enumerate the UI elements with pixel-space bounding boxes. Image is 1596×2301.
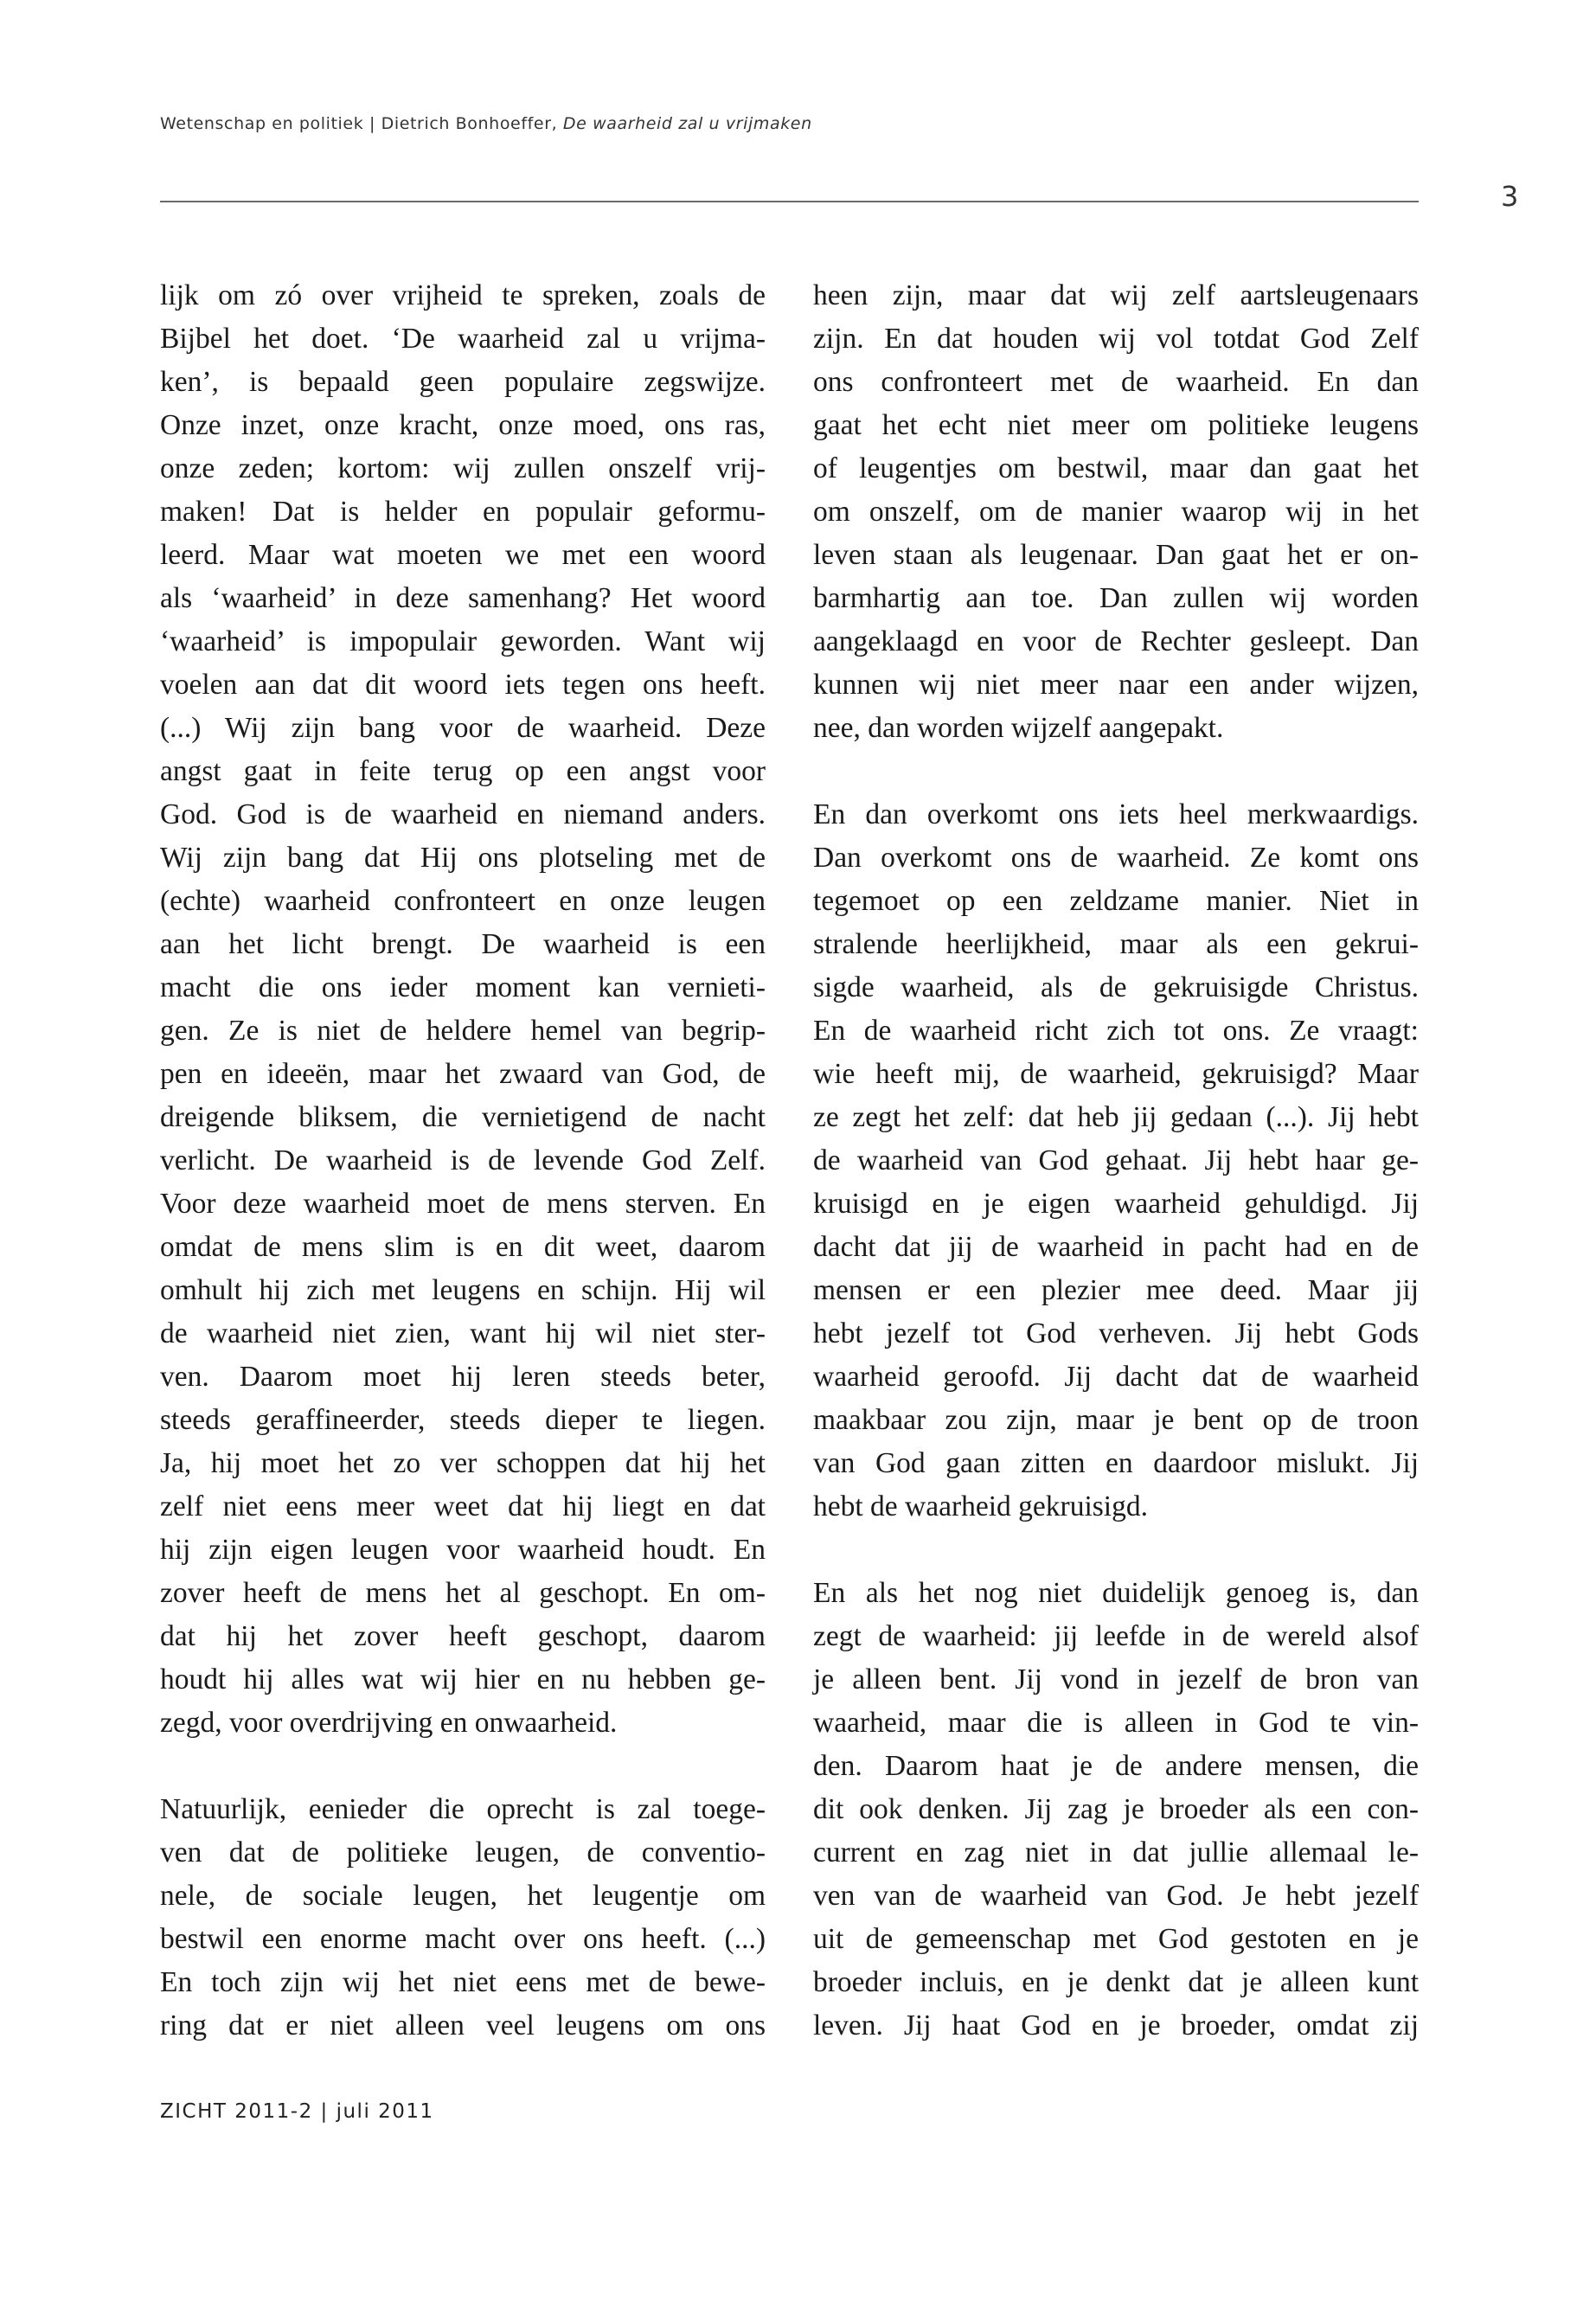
header-rule (160, 201, 1419, 202)
text-line: zover heeft de mens het al geschopt. En om- (160, 1577, 766, 1609)
text-line: leven staan als leugenaar. Dan gaat het er on- (813, 539, 1419, 571)
text-line: wie heeft mij, de waarheid, gekruisigd? Maar (813, 1058, 1419, 1090)
text-line: ze zegt het zelf: dat heb jij gedaan (...). Jij hebt (813, 1101, 1419, 1133)
text-line: gen. Ze is niet de heldere hemel van begrip- (160, 1015, 766, 1047)
header-author: Dietrich Bonhoeffer, (381, 114, 558, 133)
paragraph (160, 1788, 766, 2048)
text-line: Voor deze waarheid moet de mens sterven. En (160, 1188, 766, 1220)
text-line: tegemoet op een zeldzame manier. Niet in (813, 885, 1419, 917)
text-line: waarheid, maar die is alleen in God te vin- (813, 1707, 1419, 1739)
text-line: Bijbel het doet. ‘De waarheid zal u vrijma- (160, 323, 766, 355)
text-line: ven van de waarheid van God. Je hebt jezelf (813, 1880, 1419, 1912)
text-line: onze zeden; kortom: wij zullen onszelf vrij- (160, 452, 766, 484)
text-line: broeder incluis, en je denkt dat je alleen kunt (813, 1966, 1419, 1998)
text-line: om onszelf, om de manier waarop wij in het (813, 496, 1419, 528)
text-column-left (160, 274, 766, 2091)
page-number: 3 (1501, 180, 1519, 213)
text-line: hij zijn eigen leugen voor waarheid houdt. En (160, 1534, 766, 1566)
text-line: bestwil een enorme macht over ons heeft. (...) (160, 1923, 766, 1955)
text-line: hebt jezelf tot God verheven. Jij hebt Gods (813, 1317, 1419, 1349)
text-line: En dan overkomt ons iets heel merkwaardigs. (813, 798, 1419, 830)
text-line: Dan overkomt ons de waarheid. Ze komt ons (813, 842, 1419, 874)
text-line: pen en ideeën, maar het zwaard van God, de (160, 1058, 766, 1090)
text-line: kruisigd en je eigen waarheid gehuldigd. Jij (813, 1188, 1419, 1220)
text-line: God. God is de waarheid en niemand anders. (160, 798, 766, 830)
text-line: Wij zijn bang dat Hij ons plotseling met de (160, 842, 766, 874)
text-line: van God gaan zitten en daardoor mislukt. Jij (813, 1447, 1419, 1479)
text-line: macht die ons ieder moment kan vernieti- (160, 971, 766, 1003)
text-line: als ‘waarheid’ in deze samenhang? Het woord (160, 582, 766, 614)
paragraph (813, 1572, 1419, 2048)
text-line: En toch zijn wij het niet eens met de bewe- (160, 1966, 766, 1998)
text-line: steeds geraffineerder, steeds dieper te liegen. (160, 1404, 766, 1436)
text-line: ons confronteert met de waarheid. En dan (813, 366, 1419, 398)
text-line: lijk om zó over vrijheid te spreken, zoals de (160, 279, 766, 311)
text-line: zijn. En dat houden wij vol totdat God Zelf (813, 323, 1419, 355)
text-line: aan het licht brengt. De waarheid is een (160, 928, 766, 960)
header-section: Wetenschap en politiek (160, 114, 364, 133)
text-line: nee, dan worden wijzelf aangepakt. (813, 712, 1224, 744)
text-line: leven. Jij haat God en je broeder, omdat zij (813, 2009, 1419, 2041)
text-line: de waarheid niet zien, want hij wil niet ster- (160, 1317, 766, 1349)
text-line: heen zijn, maar dat wij zelf aartsleugenaars (813, 279, 1419, 311)
text-line: barmhartig aan toe. Dan zullen wij worden (813, 582, 1419, 614)
text-line: maken! Dat is helder en populair geformu- (160, 496, 766, 528)
text-line: mensen er een plezier mee deed. Maar jij (813, 1274, 1419, 1306)
text-line: (echte) waarheid confronteert en onze leugen (160, 885, 766, 917)
text-line: angst gaat in feite terug op een angst voor (160, 755, 766, 787)
text-line: dacht dat jij de waarheid in pacht had en de (813, 1231, 1419, 1263)
text-line: omhult hij zich met leugens en schijn. Hij wil (160, 1274, 766, 1306)
text-line: ven. Daarom moet hij leren steeds beter, (160, 1361, 766, 1393)
text-line: of leugentjes om bestwil, maar dan gaat het (813, 452, 1419, 484)
text-line: voelen aan dat dit woord iets tegen ons heeft. (160, 669, 766, 701)
text-line: leerd. Maar wat moeten we met een woord (160, 539, 766, 571)
text-line: stralende heerlijkheid, maar als een gekrui- (813, 928, 1419, 960)
text-line: zelf niet eens meer weet dat hij liegt en dat (160, 1490, 766, 1522)
text-column-right (813, 274, 1419, 2091)
text-line: En als het nog niet duidelijk genoeg is, dan (813, 1577, 1419, 1609)
text-line: Ja, hij moet het zo ver schoppen dat hij het (160, 1447, 766, 1479)
text-line: dat hij het zover heeft geschopt, daarom (160, 1620, 766, 1652)
text-line: Onze inzet, onze kracht, onze moed, ons ras, (160, 409, 766, 441)
text-line: dit ook denken. Jij zag je broeder als een con- (813, 1793, 1419, 1825)
text-line: kunnen wij niet meer naar een ander wijzen, (813, 669, 1419, 701)
text-line: ken’, is bepaald geen populaire zegswijze. (160, 366, 766, 398)
text-line: current en zag niet in dat jullie allemaal le- (813, 1836, 1419, 1868)
text-line: je alleen bent. Jij vond in jezelf de bron van (813, 1663, 1419, 1695)
text-line: gaat het echt niet meer om politieke leugens (813, 409, 1419, 441)
text-line: sigde waarheid, als de gekruisigde Christus. (813, 971, 1419, 1003)
text-line: den. Daarom haat je de andere mensen, die (813, 1750, 1419, 1782)
text-line: ‘waarheid’ is impopulair geworden. Want wij (160, 625, 766, 657)
text-line: de waarheid van God gehaat. Jij hebt haar ge- (813, 1144, 1419, 1176)
text-line: houdt hij alles wat wij hier en nu hebben ge- (160, 1663, 766, 1695)
text-line: zegt de waarheid: jij leefde in de wereld alsof (813, 1620, 1419, 1652)
text-line: ring dat er niet alleen veel leugens om ons (160, 2009, 766, 2041)
paragraph (160, 274, 766, 1745)
text-line: (...) Wij zijn bang voor de waarheid. Deze (160, 712, 766, 744)
header-separator: | (369, 114, 375, 133)
text-line: verlicht. De waarheid is de levende God Zelf. (160, 1144, 766, 1176)
paragraph (813, 793, 1419, 1529)
text-line: zegd, voor overdrijving en onwaarheid. (160, 1707, 618, 1739)
text-line: waarheid geroofd. Jij dacht dat de waarheid (813, 1361, 1419, 1393)
text-line: omdat de mens slim is en dit weet, daarom (160, 1231, 766, 1263)
text-line: nele, de sociale leugen, het leugentje om (160, 1880, 766, 1912)
text-line: hebt de waarheid gekruisigd. (813, 1490, 1148, 1522)
running-header (160, 114, 812, 133)
text-line: uit de gemeenschap met God gestoten en je (813, 1923, 1419, 1955)
paragraph (813, 274, 1419, 750)
text-line: ven dat de politieke leugen, de conventio- (160, 1836, 766, 1868)
text-line: aangeklaagd en voor de Rechter gesleept. Dan (813, 625, 1419, 657)
footer-journal-info: ZICHT 2011-2 | juli 2011 (160, 2100, 434, 2123)
header-article-title: De waarheid zal u vrijmaken (562, 114, 812, 133)
text-line: En de waarheid richt zich tot ons. Ze vraagt: (813, 1015, 1419, 1047)
text-line: maakbaar zou zijn, maar je bent op de troon (813, 1404, 1419, 1436)
text-line: Natuurlijk, eenieder die oprecht is zal toege- (160, 1793, 766, 1825)
text-line: dreigende bliksem, die vernietigend de nacht (160, 1101, 766, 1133)
